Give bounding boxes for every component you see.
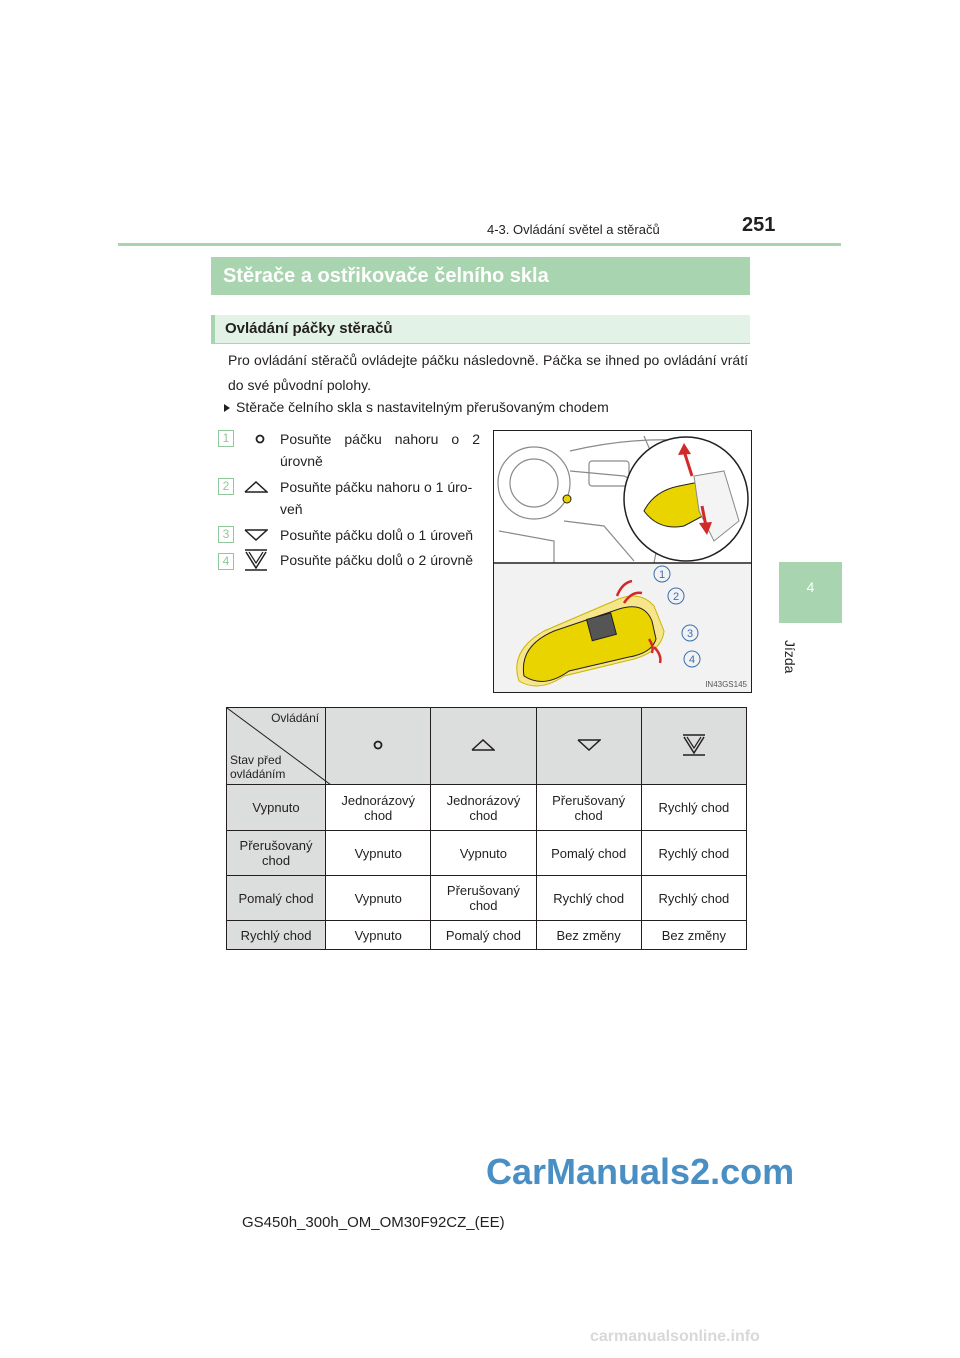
illustration-drawing [494,431,751,692]
header-cell [431,708,536,785]
state-cell: Přerušovaný chod [227,831,326,876]
header-cell [326,708,431,785]
subsection-title: Ovládání páčky stěračů [211,315,750,343]
state-cell: Vypnuto [227,785,326,831]
chapter-tab: 4 [779,562,842,622]
table-cell: Vypnuto [326,831,431,876]
table-row [227,876,747,921]
table-corner-cell [227,708,326,785]
table-cell: Jednorázový chod [326,785,431,831]
item-number: 2 [218,478,234,495]
table-cell: Rychlý chod [641,831,746,876]
table-cell: Přerušovaný chod [431,876,536,921]
table-cell: Vypnuto [326,876,431,921]
intro-paragraph: Pro ovládání stěračů ovládejte páčku následovně. Páčka se ihned po ovládání vrátí do své původní polohy. [228,352,748,393]
state-cell: Pomalý chod [227,876,326,921]
page-title: Stěrače a ostřikovače čelního skla [211,257,750,295]
table-cell: Rychlý chod [641,785,746,831]
table-cell: Bez změny [536,921,641,950]
page-number: 251 [742,214,776,236]
up-triangle-icon [244,481,268,493]
double-down-triangle-icon [682,734,706,756]
item-text: Posuňte páčku nahoru o 1 úro-veň [280,479,473,517]
section-title: 4-3. Ovládání světel a stěračů [487,222,660,237]
table-cell: Rychlý chod [641,876,746,921]
chapter-label: Jízda [782,640,798,674]
item-3 [218,524,480,548]
state-cell: Rychlý chod [227,921,326,950]
item-1 [218,428,480,474]
double-down-triangle-icon [244,549,268,571]
table-cell: Jednorázový chod [431,785,536,831]
table-row [227,785,747,831]
table-cell: Přerušovaný chod [536,785,641,831]
callout-2: 2 [672,591,680,603]
table-row [227,921,747,950]
wiper-operation-table [226,707,747,950]
corner-top-label: Ovládání [271,711,320,725]
up-triangle-icon [471,739,495,751]
item-text: Posuňte páčku dolů o 2 úrovně [280,552,474,568]
item-2 [218,476,480,522]
header-cell [536,708,641,785]
table-cell: Vypnuto [326,921,431,950]
header-cell [641,708,746,785]
mist-icon [371,738,385,752]
table-cell: Bez změny [641,921,746,950]
table-cell: Pomalý chod [536,831,641,876]
subsection-divider [211,343,750,344]
watermark-small: carmanualsonline.info [590,1328,760,1345]
document-code: GS450h_300h_OM_OM30F92CZ_(EE) [242,1214,505,1231]
item-text: Posuňte páčku nahoru o 2 úrovně [280,431,480,469]
watermark: CarManuals2.com [486,1151,795,1192]
callout-1: 1 [658,569,666,581]
table-cell: Pomalý chod [431,921,536,950]
bullet-item: Stěrače čelního skla s nastavitelným přerušovaným chodem [224,399,609,415]
chapter-tab-divider [779,621,842,623]
table-cell: Rychlý chod [536,876,641,921]
mist-icon [253,432,267,446]
table-row [227,831,747,876]
corner-bottom-label: Stav před ovládáním [230,753,286,781]
item-number: 1 [218,430,234,447]
item-number: 3 [218,526,234,543]
item-number: 4 [218,553,234,570]
callout-3: 3 [686,628,694,640]
down-triangle-icon [244,529,268,541]
bullet-arrow-icon [224,404,230,412]
header-divider [118,243,841,246]
table-cell: Vypnuto [431,831,536,876]
item-text: Posuňte páčku dolů o 1 úroveň [280,527,474,543]
callout-4: 4 [688,654,696,666]
down-triangle-icon [577,739,601,751]
wiper-lever-illustration [493,430,752,693]
figure-code: IN43GS145 [705,680,747,689]
item-4 [218,549,480,573]
